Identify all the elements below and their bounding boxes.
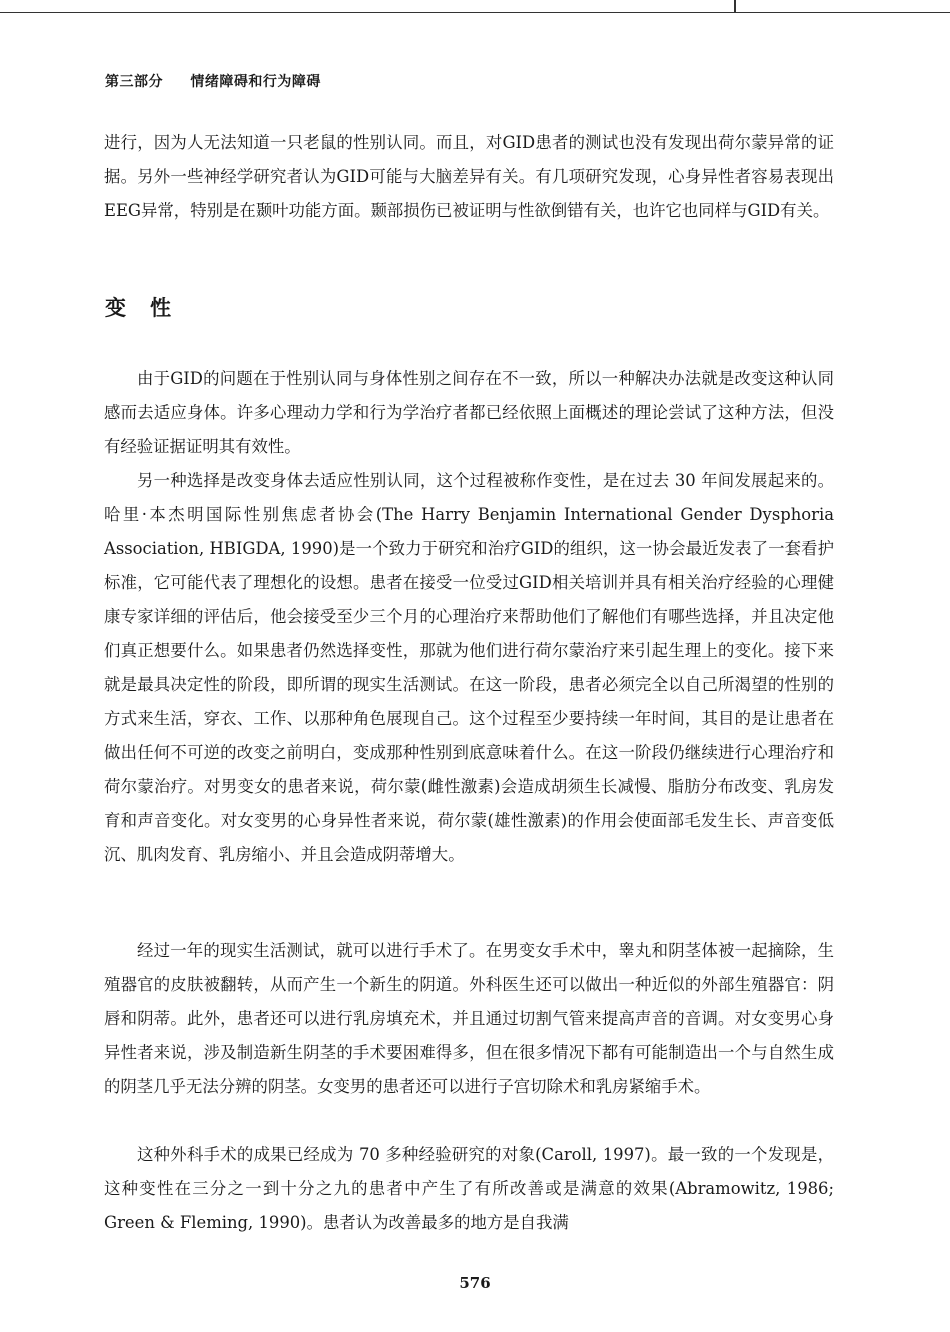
page-number: 576 bbox=[459, 1274, 491, 1292]
running-head bbox=[105, 71, 321, 91]
paragraph-3: 经过一年的现实生活测试，就可以进行手术了。在男变女手术中，睾丸和阴茎体被一起摘除，生殖器官的皮肤被翻转，从而产生一个新生的阴道。外科医生还可以做出一种近似的外部生殖器官：阴唇和阴蒂。此外，患者还可以进行乳房填充术，并且通过切割气管来提高声音的音调。对女变男心身异性者来说，涉及制造新生阴茎的手术要困难得多，但在很多情况下都有可能制造出一个与自然生成的阴茎几乎无法分辨的阴茎。女变男的患者还可以进行子宫切除术和乳房紧缩手术。 bbox=[104, 941, 834, 1096]
paragraph-continuation: 进行，因为人无法知道一只老鼠的性别认同。而且，对GID患者的测试也没有发现出荷尔蒙异常的证据。另外一些神经学研究者认为GID可能与大脑差异有关。有几项研究发现，心身异性者容易表现出EEG异常，特别是在颞叶功能方面。颞部损伤已被证明与性欲倒错有关，也许它也同样与GID有关。 bbox=[104, 133, 834, 220]
running-head-chapter: 情绪障碍和行为障碍 bbox=[190, 74, 321, 90]
section-heading: 变性 bbox=[105, 296, 195, 320]
running-head-part: 第三部分 bbox=[105, 74, 163, 90]
top-tick-mark bbox=[734, 0, 736, 13]
paragraph-2: 另一种选择是改变身体去适应性别认同，这个过程被称作变性，是在过去 30 年间发展起来的。哈里·本杰明国际性别焦虑者协会(The Harry Benjamin International Gender Dysphoria Association, HBIGDA, 1990)是一个致力于研究和治疗GID的组织，这一协会最近发表了一套看护标准，它可能代表了理想化的设想。患者在接受一位受过GID相关培训并具有相关治疗经验的心理健康专家详细的评估后，他会接受至少三个月的心理治疗来帮助他们了解他们有哪些选择，并且决定他们真正想要什么。如果患者仍然选择变性，那就为他们进行荷尔蒙治疗来引起生理上的变化。接下来就是最具决定性的阶段，即所谓的现实生活测试。在这一阶段，患者必须完全以自己所渴望的性别的方式来生活，穿衣、工作、以那种角色展现自己。这个过程至少要持续一年时间，其目的是让患者在做出任何不可逆的改变之前明白，变成那种性别到底意味着什么。在这一阶段仍继续进行心理治疗和荷尔蒙治疗。对男变女的患者来说，荷尔蒙(雌性激素)会造成胡须生长减慢、脂肪分布改变、乳房发育和声音变化。对女变男的心身异性者来说，荷尔蒙(雄性激素)的作用会使面部毛发生长、声音变低沉、肌肉发育、乳房缩小、并且会造成阴蒂增大。 bbox=[104, 471, 834, 864]
paragraph-4: 这种外科手术的成果已经成为 70 多种经验研究的对象(Caroll, 1997)。最一致的一个发现是，这种变性在三分之一到十分之九的患者中产生了有所改善或是满意的效果(Abramowitz, 1986; Green & Fleming, 1990)。患者认为改善最多的地方是自我满 bbox=[104, 1145, 834, 1232]
top-rule bbox=[0, 12, 950, 13]
paragraph-1: 由于GID的问题在于性别认同与身体性别之间存在不一致，所以一种解决办法就是改变这种认同感而去适应身体。许多心理动力学和行为学治疗者都已经依照上面概述的理论尝试了这种方法，但没有经验证据证明其有效性。 bbox=[104, 369, 834, 456]
